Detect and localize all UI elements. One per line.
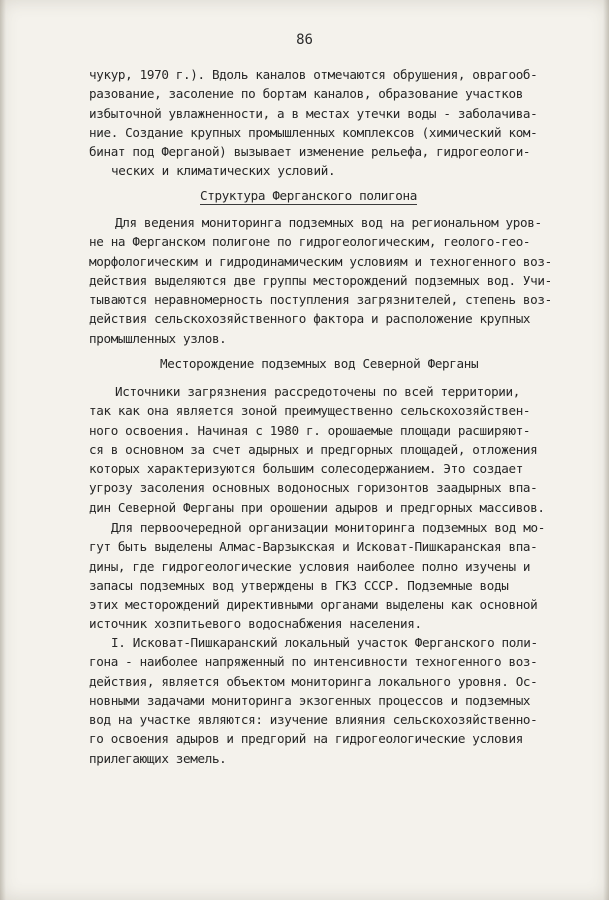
text-line: морфологическим и гидродинамическим условиям и техногенного воз- bbox=[89, 253, 552, 269]
section-heading-structure: Структура Ферганского полигона bbox=[200, 188, 417, 203]
paragraph-local-site bbox=[89, 633, 571, 768]
section-heading-north-fergana: Месторождение подземных вод Северной Ферганы bbox=[160, 356, 479, 371]
text-line: не на Ферганском полигоне по гидрогеологическим, геолого-гео- bbox=[89, 234, 531, 250]
text-line: тываются неравномерность поступления загрязнителей, степень воз- bbox=[89, 292, 552, 308]
text-line: новными задачами мониторинга экзогенных процессов и подземных bbox=[89, 692, 531, 708]
paragraph-intro-continuation bbox=[89, 65, 571, 181]
text-line: действия выделяются две группы месторождений подземных вод. Учи- bbox=[89, 272, 552, 288]
scan-shadow-left bbox=[0, 0, 6, 900]
text-line: чукур, 1970 г.). Вдоль каналов отмечаются обрушения, оврагооб- bbox=[89, 67, 538, 82]
text-line: этих месторождений директивными органами выделены как основной bbox=[89, 597, 538, 613]
text-line: избыточной увлажненности, а в местах утечки воды - заболачива- bbox=[89, 105, 538, 121]
text-line: гут быть выделены Алмас-Варзыкская и Исковат-Пишкаранская впа- bbox=[89, 539, 538, 555]
paragraph-pollution-sources bbox=[89, 382, 571, 517]
text-line: Источники загрязнения рассредоточены по всей территории, bbox=[115, 384, 520, 399]
text-line: которых характеризуются большим солесодержанием. Это создает bbox=[89, 461, 523, 477]
paragraph-structure bbox=[89, 213, 571, 348]
text-line: действия сельскохозяйственного фактора и расположение крупных bbox=[89, 311, 531, 327]
page-number: 86 bbox=[296, 32, 313, 48]
text-line: разование, засоление по бортам каналов, образование участков bbox=[89, 86, 523, 102]
paragraph-priority-monitoring bbox=[89, 518, 571, 634]
text-line: запасы подземных вод утверждены в ГКЗ СССР. Подземные воды bbox=[89, 577, 509, 593]
text-line: промышленных узлов. bbox=[89, 330, 227, 346]
text-line: ческих и климатических условий. bbox=[111, 163, 336, 179]
text-line: действия, является объектом мониторинга локального уровня. Ос- bbox=[89, 673, 538, 689]
text-line: угрозу засоления основных водоносных горизонтов заадырных впа- bbox=[89, 480, 538, 496]
text-line: источник хозпитьевого водоснабжения населения. bbox=[89, 616, 422, 632]
text-line: дины, где гидрогеологические условия наиболее полно изучены и bbox=[89, 558, 531, 574]
text-line: бинат под Ферганой) вызывает изменение рельефа, гидрогеологи- bbox=[89, 144, 531, 160]
text-line: гона - наиболее напряженный по интенсивности техногенного воз- bbox=[89, 654, 538, 670]
text-line: дин Северной Ферганы при орошении адыров и предгорных массивов. bbox=[89, 499, 545, 515]
text-line: вод на участке являются: изучение влияния сельскохозяйственно- bbox=[89, 712, 538, 728]
text-line: I. Исковат-Пишкаранский локальный участок Ферганского поли- bbox=[111, 635, 538, 650]
text-line: го освоения адыров и предгорий на гидрогеологические условия bbox=[89, 731, 523, 747]
scan-shadow-right bbox=[603, 0, 609, 900]
text-line: ного освоения. Начиная с 1980 г. орошаемые площади расширяют- bbox=[89, 422, 531, 438]
text-line: Для ведения мониторинга подземных вод на региональном уров- bbox=[115, 215, 542, 230]
text-line: так как она является зоной преимущественно сельскохозяйствен- bbox=[89, 403, 531, 419]
text-line: прилегающих земель. bbox=[89, 750, 227, 766]
text-line: Для первоочередной организации мониторинга подземных вод мо- bbox=[111, 520, 545, 535]
text-line: ся в основном за счет адырных и предгорных площадей, отложения bbox=[89, 441, 538, 457]
text-line: ние. Создание крупных промышленных комплексов (химический ком- bbox=[89, 124, 538, 140]
